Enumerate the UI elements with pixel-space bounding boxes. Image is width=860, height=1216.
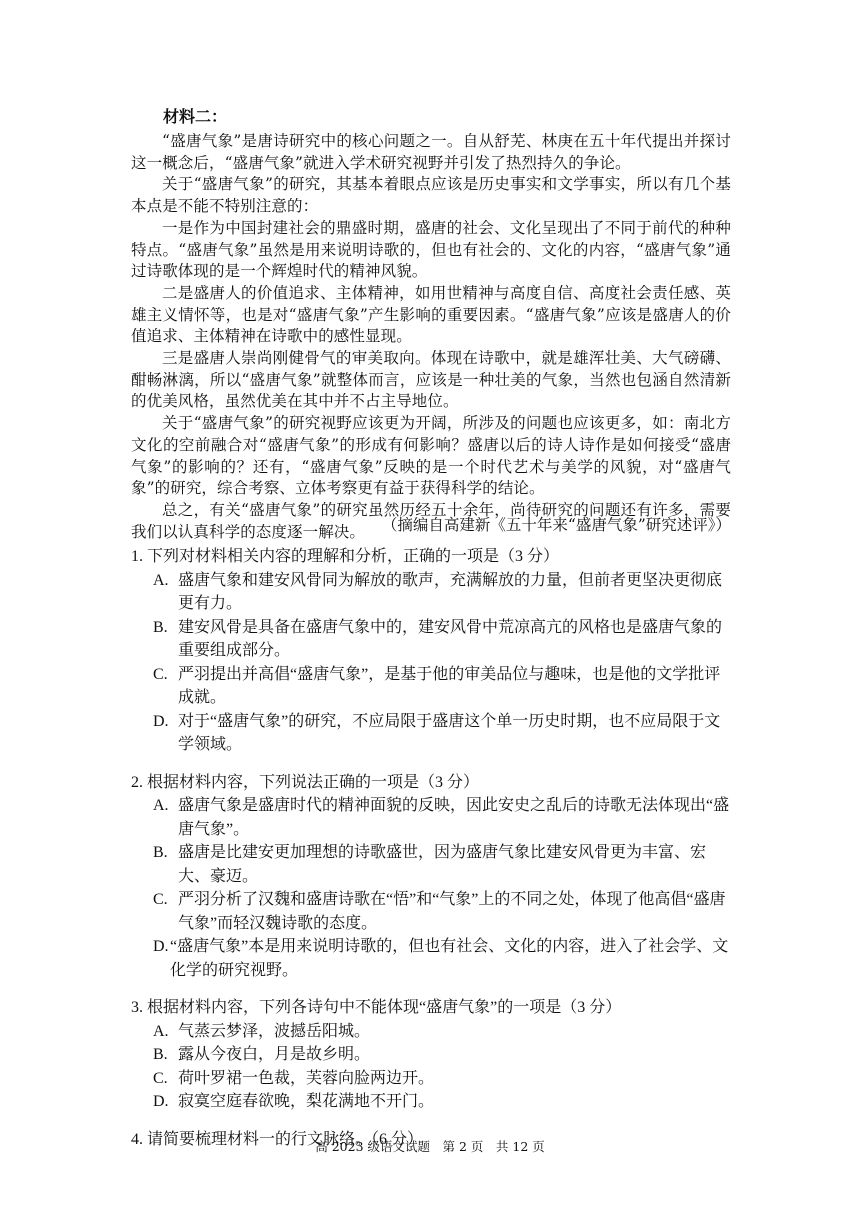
material-paragraph: 一是作为中国封建社会的鼎盛时期，盛唐的社会、文化呈现出了不同于前代的种种特点。“盛唐气象”虽然是用来说明诗歌的，但也有社会的、文化的内容，“盛唐气象”通过诗歌体现的是一个辉煌时代的精神风貌。 [131, 218, 731, 281]
option-letter: A. [153, 797, 169, 814]
option-c [131, 888, 736, 935]
option-b [131, 616, 736, 663]
material-title: 材料二： [163, 107, 228, 126]
option-letter: B. [153, 844, 168, 861]
option-b [131, 841, 736, 888]
option-letter: A. [153, 571, 169, 589]
option-letter: D. [153, 938, 169, 955]
option-letter: C. [153, 665, 168, 683]
material-paragraph: “盛唐气象”是唐诗研究中的核心问题之一。自从舒芜、林庚在五十年代提出并探讨这一概念后，“盛唐气象”就进入学术研究视野并引发了热烈持久的争论。 [131, 132, 731, 172]
option-text: 盛唐气象是盛唐时代的精神面貌的反映，因此安史之乱后的诗歌无法体现出“盛唐气象”。 [178, 797, 730, 838]
question-2 [131, 771, 736, 983]
option-d [131, 935, 736, 982]
option-letter: D. [153, 712, 169, 730]
question-3 [131, 996, 736, 1114]
material-paragraph: 二是盛唐人的价值追求、主体精神，如用世精神与高度自信、高度社会责任感、英雄主义情怀等，也是对“盛唐气象”产生影响的重要因素。“盛唐气象”应该是盛唐人的价值追求、主体精神在诗歌中的感性显现。 [131, 283, 731, 346]
option-letter: A. [153, 1022, 169, 1040]
question-stem: 2. 根据材料内容，下列说法正确的一项是（3 分） [131, 773, 480, 791]
option-text: 露从今夜白，月是故乡明。 [178, 1046, 371, 1063]
material-paragraph: 总之，有关“盛唐气象”的研究虽然历经五十余年，尚待研究的问题还有许多，需要我们以认真科学的态度逐一解决。 [131, 500, 731, 541]
question-stem: 1. 下列对材料相关内容的理解和分析，正确的一项是（3 分） [131, 548, 560, 565]
option-list [131, 569, 736, 757]
option-text: “盛唐气象”本是用来说明诗歌的，但也有社会、文化的内容，进入了社会学、文化学的研究视野。 [170, 938, 729, 979]
question-1 [131, 545, 736, 757]
option-text: 盛唐是比建安更加理想的诗歌盛世，因为盛唐气象比建安风骨更为丰富、宏大、豪迈。 [178, 844, 707, 885]
question-stem: 4. 请简要梳理材料一的行文脉络。（6 分） [131, 1130, 424, 1148]
material-body [131, 131, 731, 543]
option-letter: B. [153, 618, 168, 636]
question-stem: 3. 根据材料内容，下列各诗句中不能体现“盛唐气象”的一项是（3 分） [131, 999, 622, 1016]
option-letter: C. [153, 891, 168, 908]
option-text: 气蒸云梦泽，波撼岳阳城。 [178, 1022, 371, 1040]
material-paragraph: 关于“盛唐气象”的研究，其基本着眼点应该是历史事实和文学事实，所以有几个基本点是不能不特别注意的： [131, 175, 731, 216]
page-footer: 高 2023 级语文试题 第 2 页 共 12 页 [315, 1139, 545, 1154]
option-letter: D. [153, 1093, 169, 1110]
option-list [131, 1020, 736, 1114]
option-text: 荷叶罗裙一色裁，芙蓉向脸两边开。 [178, 1069, 435, 1087]
option-d [131, 1090, 736, 1114]
material-paragraph: 关于“盛唐气象”的研究视野应该更为开阔，所涉及的问题也应该更多，如：南北方文化的空前融合对“盛唐气象”的形成有何影响？盛唐以后的诗人诗作是如何接受“盛唐气象”的影响的？还有，“盛唐气象”反映的是一个时代艺术与美学的风貌，对“盛唐气象”的研究，综合考察、立体考察更有益于获得科学的结论。 [131, 414, 731, 498]
question-list [131, 545, 736, 1165]
option-letter: B. [153, 1046, 168, 1063]
option-list [131, 794, 736, 982]
option-text: 寂寞空庭春欲晚，梨花满地不开门。 [178, 1093, 435, 1110]
option-text: 严羽分析了汉魏和盛唐诗歌在“悟”和“气象”上的不同之处，体现了他高倡“盛唐气象”而轻汉魏诗歌的态度。 [178, 891, 726, 932]
option-text: 建安风骨是具备在盛唐气象中的，建安风骨中荒凉高亢的风格也是盛唐气象的重要组成部分。 [178, 618, 723, 659]
option-d [131, 710, 736, 757]
material-source: （摘编自高建新《五十年来“盛唐气象”研究述评》） [381, 516, 731, 534]
option-a [131, 1020, 736, 1044]
option-text: 严羽提出并高倡“盛唐气象”，是基于他的审美品位与趣味，也是他的文学批评成就。 [178, 665, 721, 706]
option-c [131, 663, 736, 710]
option-text: 对于“盛唐气象”的研究，不应局限于盛唐这个单一历史时期，也不应局限于文学领域。 [178, 712, 721, 753]
option-letter: C. [153, 1069, 168, 1087]
option-a [131, 794, 736, 841]
option-b [131, 1043, 736, 1067]
option-a [131, 569, 736, 616]
option-c [131, 1067, 736, 1091]
material-paragraph: 三是盛唐人崇尚刚健骨气的审美取向。体现在诗歌中，就是雄浑壮美、大气磅礴、酣畅淋漓，所以“盛唐气象”就整体而言，应该是一种壮美的气象，当然也包涵自然清新的优美风格，虽然优美在其中并不占主导地位。 [131, 349, 731, 411]
option-text: 盛唐气象和建安风骨同为解放的歌声，充满解放的力量，但前者更坚决更彻底更有力。 [178, 571, 723, 612]
